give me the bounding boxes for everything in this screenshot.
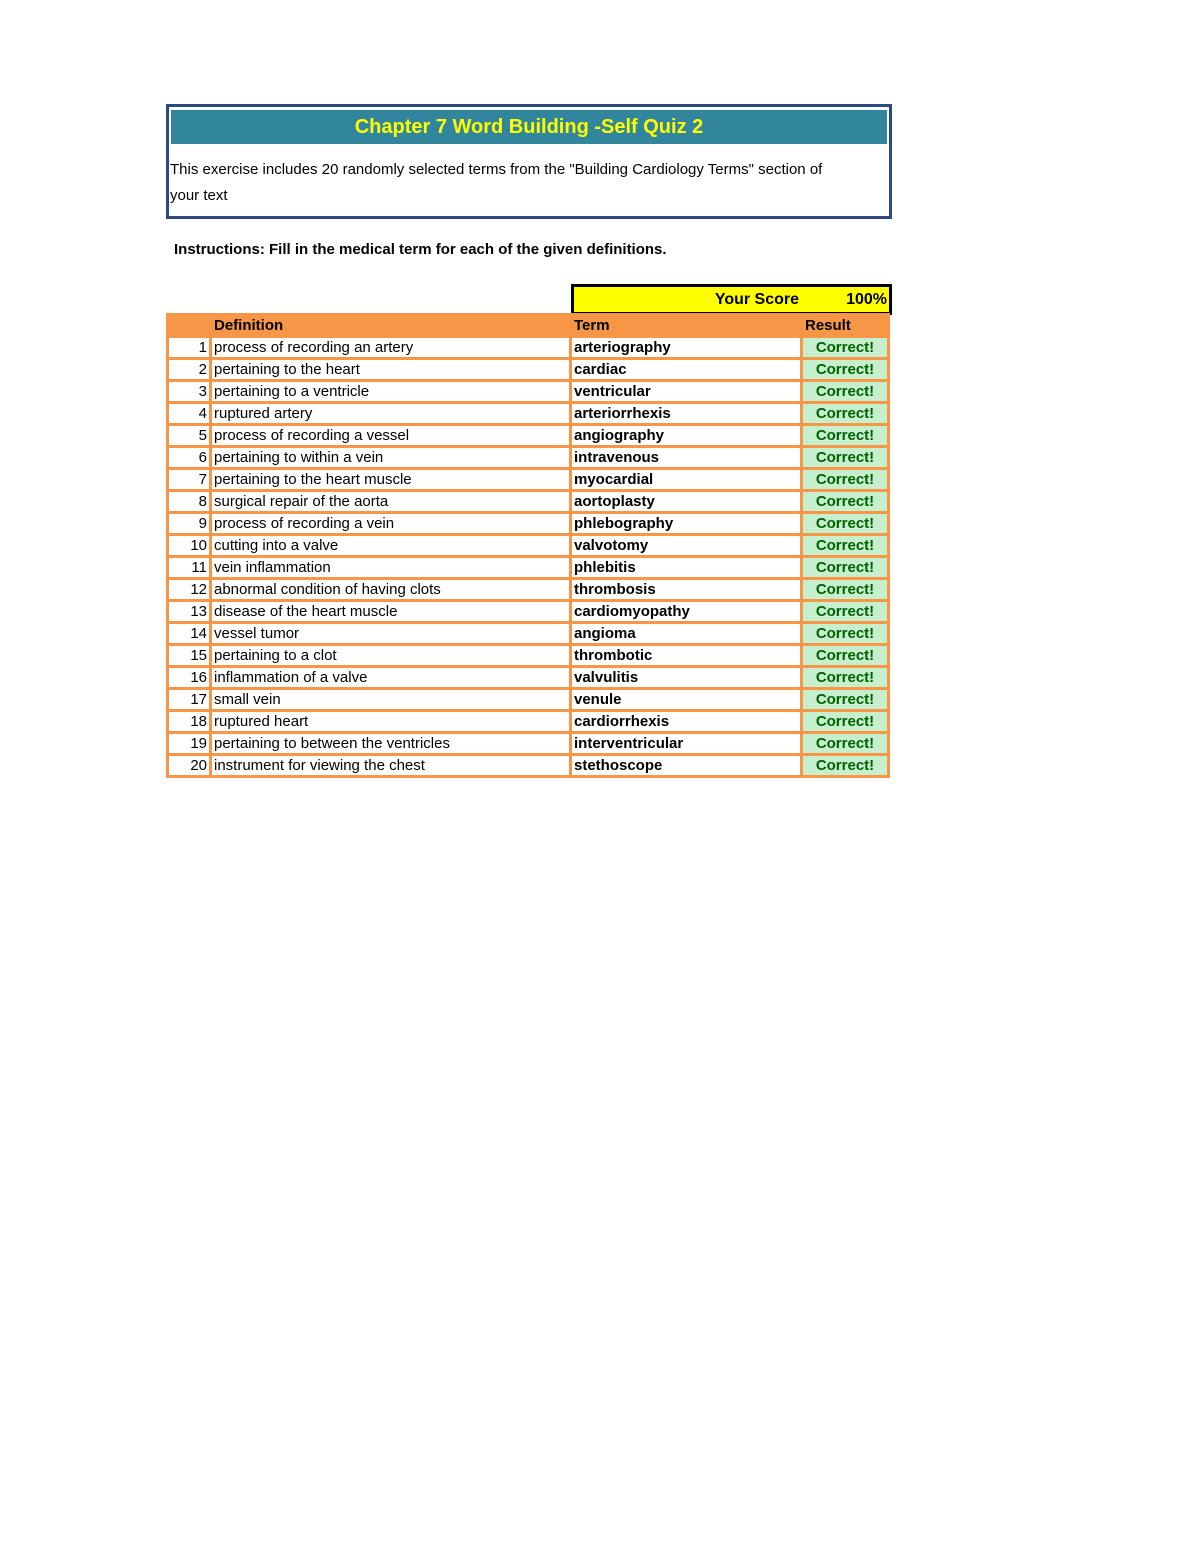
result-cell: Correct!: [802, 381, 889, 403]
result-cell: Correct!: [802, 623, 889, 645]
row-number: 8: [168, 491, 211, 513]
row-number: 6: [168, 447, 211, 469]
table-row: [168, 469, 889, 491]
row-number: 19: [168, 733, 211, 755]
row-number: 13: [168, 601, 211, 623]
table-row: [168, 337, 889, 359]
table-row: [168, 557, 889, 579]
header-box: [166, 104, 892, 219]
term-input[interactable]: arteriorrhexis: [571, 403, 802, 425]
result-cell: Correct!: [802, 447, 889, 469]
row-number: 2: [168, 359, 211, 381]
table-row: [168, 513, 889, 535]
table-row: [168, 381, 889, 403]
result-cell: Correct!: [802, 645, 889, 667]
quiz-title: Chapter 7 Word Building -Self Quiz 2: [171, 110, 887, 144]
definition-cell: pertaining to between the ventricles: [211, 733, 571, 755]
table-row: [168, 755, 889, 777]
result-cell: Correct!: [802, 733, 889, 755]
definition-cell: instrument for viewing the chest: [211, 755, 571, 777]
definition-cell: pertaining to within a vein: [211, 447, 571, 469]
result-cell: Correct!: [802, 359, 889, 381]
header-definition: Definition: [211, 315, 571, 337]
term-input[interactable]: intravenous: [571, 447, 802, 469]
table-row: [168, 359, 889, 381]
definition-cell: cutting into a valve: [211, 535, 571, 557]
result-cell: Correct!: [802, 601, 889, 623]
term-input[interactable]: valvulitis: [571, 667, 802, 689]
definition-cell: disease of the heart muscle: [211, 601, 571, 623]
row-number: 10: [168, 535, 211, 557]
score-box: [571, 284, 892, 315]
result-cell: Correct!: [802, 689, 889, 711]
row-number: 4: [168, 403, 211, 425]
definition-cell: vein inflammation: [211, 557, 571, 579]
row-number: 3: [168, 381, 211, 403]
table-row: [168, 601, 889, 623]
term-input[interactable]: arteriography: [571, 337, 802, 359]
definition-cell: process of recording an artery: [211, 337, 571, 359]
definition-cell: process of recording a vessel: [211, 425, 571, 447]
term-input[interactable]: phlebography: [571, 513, 802, 535]
table-row: [168, 447, 889, 469]
term-input[interactable]: venule: [571, 689, 802, 711]
term-input[interactable]: angiography: [571, 425, 802, 447]
score-label: Your Score: [714, 291, 799, 308]
row-number: 12: [168, 579, 211, 601]
table-row: [168, 623, 889, 645]
table-row: [168, 425, 889, 447]
result-cell: Correct!: [802, 469, 889, 491]
row-number: 20: [168, 755, 211, 777]
table-row: [168, 645, 889, 667]
table-row: [168, 711, 889, 733]
result-cell: Correct!: [802, 535, 889, 557]
result-cell: Correct!: [802, 337, 889, 359]
header-number: [168, 315, 211, 337]
result-cell: Correct!: [802, 425, 889, 447]
definition-cell: abnormal condition of having clots: [211, 579, 571, 601]
term-input[interactable]: valvotomy: [571, 535, 802, 557]
term-input[interactable]: cardiorrhexis: [571, 711, 802, 733]
result-cell: Correct!: [802, 667, 889, 689]
term-input[interactable]: cardiomyopathy: [571, 601, 802, 623]
row-number: 9: [168, 513, 211, 535]
row-number: 16: [168, 667, 211, 689]
term-input[interactable]: cardiac: [571, 359, 802, 381]
result-cell: Correct!: [802, 711, 889, 733]
definition-cell: surgical repair of the aorta: [211, 491, 571, 513]
table-header: [168, 315, 889, 337]
result-cell: Correct!: [802, 403, 889, 425]
table-row: [168, 403, 889, 425]
term-input[interactable]: stethoscope: [571, 755, 802, 777]
row-number: 14: [168, 623, 211, 645]
result-cell: Correct!: [802, 755, 889, 777]
result-cell: Correct!: [802, 579, 889, 601]
table-row: [168, 733, 889, 755]
term-input[interactable]: myocardial: [571, 469, 802, 491]
term-input[interactable]: thrombosis: [571, 579, 802, 601]
term-input[interactable]: angioma: [571, 623, 802, 645]
row-number: 11: [168, 557, 211, 579]
result-cell: Correct!: [802, 491, 889, 513]
definition-cell: small vein: [211, 689, 571, 711]
term-input[interactable]: thrombotic: [571, 645, 802, 667]
definition-cell: inflammation of a valve: [211, 667, 571, 689]
definition-cell: process of recording a vein: [211, 513, 571, 535]
score-value: 100%: [846, 291, 887, 308]
table-row: [168, 667, 889, 689]
quiz-table: [166, 313, 890, 778]
row-number: 18: [168, 711, 211, 733]
term-input[interactable]: ventricular: [571, 381, 802, 403]
definition-cell: pertaining to the heart: [211, 359, 571, 381]
definition-cell: ruptured heart: [211, 711, 571, 733]
definition-cell: pertaining to a clot: [211, 645, 571, 667]
definition-cell: ruptured artery: [211, 403, 571, 425]
instructions: Instructions: Fill in the medical term for each of the given definitions.: [174, 241, 667, 258]
header-term: Term: [571, 315, 802, 337]
row-number: 15: [168, 645, 211, 667]
table-row: [168, 689, 889, 711]
table-row: [168, 579, 889, 601]
header-result: Result: [802, 315, 889, 337]
term-input[interactable]: phlebitis: [571, 557, 802, 579]
term-input[interactable]: aortoplasty: [571, 491, 802, 513]
quiz-description: This exercise includes 20 randomly selected terms from the "Building Cardiology Terms" section of your text: [170, 161, 823, 204]
row-number: 17: [168, 689, 211, 711]
term-input[interactable]: interventricular: [571, 733, 802, 755]
table-row: [168, 535, 889, 557]
definition-cell: vessel tumor: [211, 623, 571, 645]
result-cell: Correct!: [802, 513, 889, 535]
result-cell: Correct!: [802, 557, 889, 579]
table-row: [168, 491, 889, 513]
row-number: 7: [168, 469, 211, 491]
definition-cell: pertaining to a ventricle: [211, 381, 571, 403]
definition-cell: pertaining to the heart muscle: [211, 469, 571, 491]
row-number: 5: [168, 425, 211, 447]
row-number: 1: [168, 337, 211, 359]
